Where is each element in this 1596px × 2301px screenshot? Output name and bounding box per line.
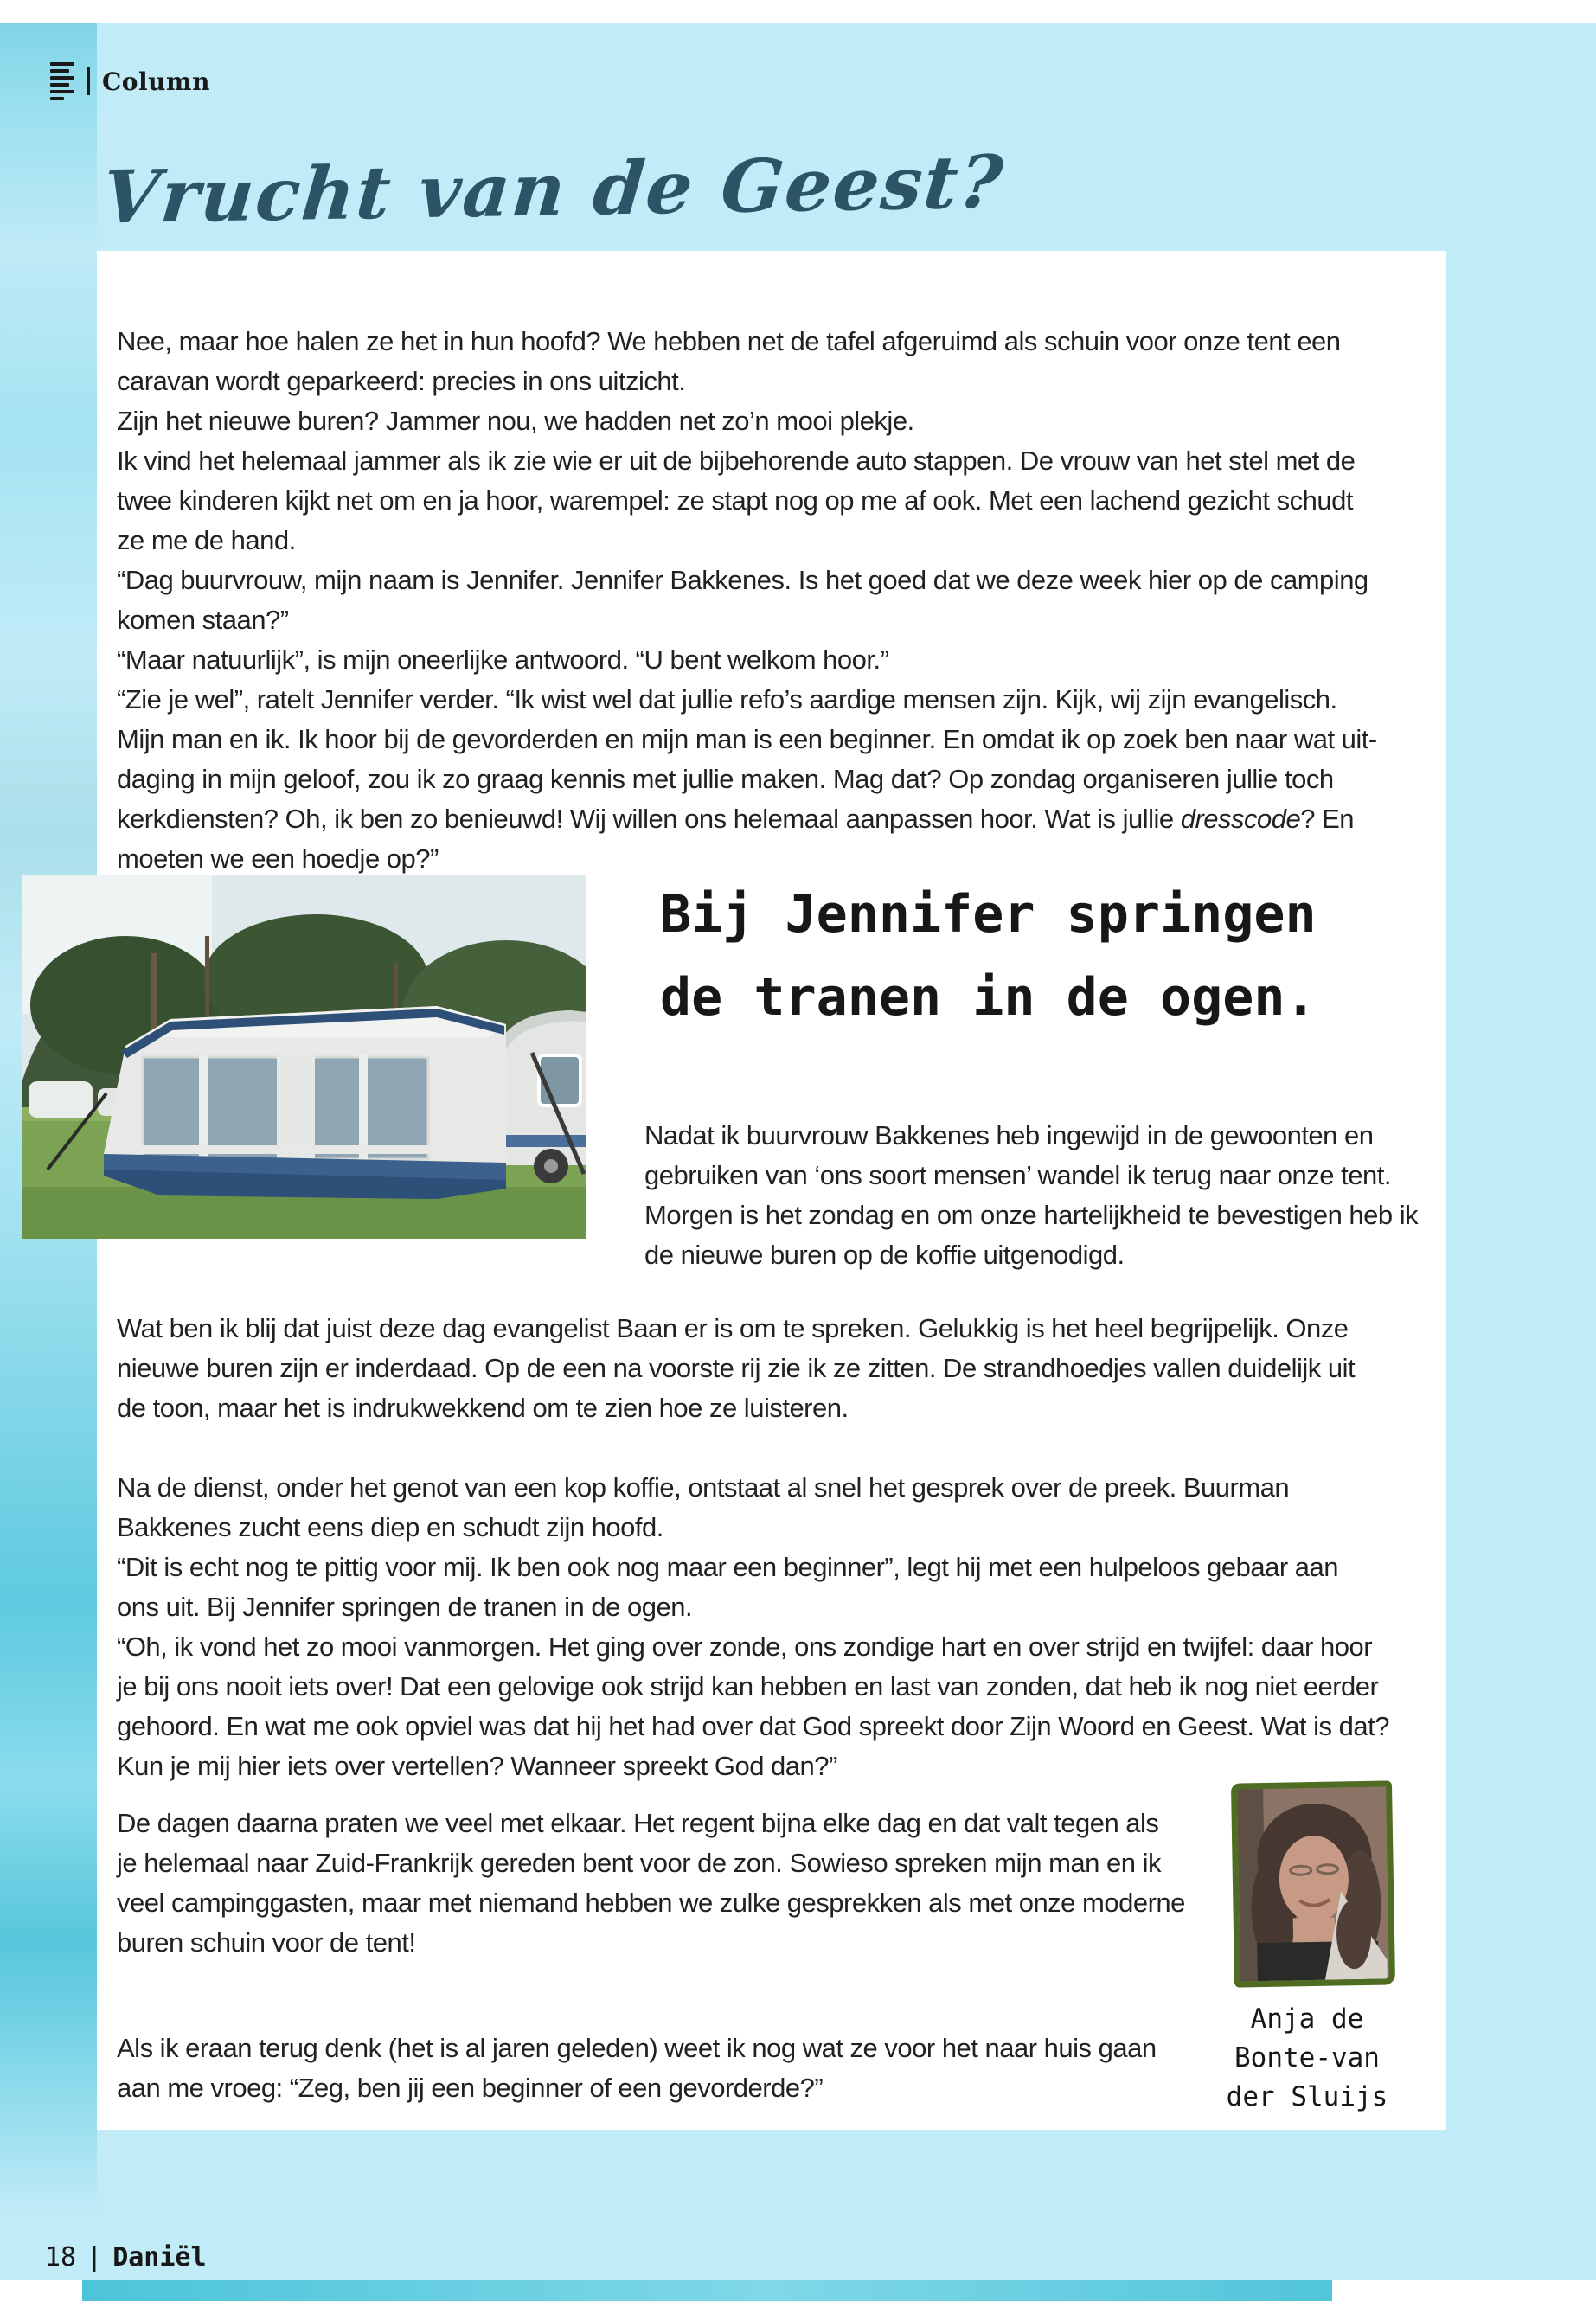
footer-brand: Daniël — [112, 2242, 207, 2272]
paragraph-closing — [117, 2029, 1157, 2108]
text-line: Als ik eraan terug denk (het is al jaren geleden) weet ik nog wat ze voor het naar huis gaan — [117, 2033, 1157, 2063]
text-line: Bakkenes zucht eens diep en schudt zijn hoofd. — [117, 1512, 663, 1542]
text-line: gebruiken van ‘ons soort mensen’ wandel ik terug naar onze tent. — [644, 1160, 1391, 1190]
bottom-accent-band — [82, 2280, 1332, 2301]
header-divider — [87, 67, 90, 95]
text-line: moeten we een hoedje op?” — [117, 843, 439, 874]
article-title: Vrucht van de Geest? — [99, 138, 1008, 240]
paragraph-days-after — [117, 1804, 1185, 1963]
paragraph-coffee — [117, 1468, 1389, 1786]
text-line: Na de dienst, onder het genot van een kop koffie, ontstaat al snel het gesprek over de preek. Buurman — [117, 1472, 1290, 1503]
text-line: nieuwe buren zijn er inderdaad. Op de een na voorste rij zie ik ze zitten. De strandhoedjes vallen duidelijk uit — [117, 1353, 1356, 1383]
text-line: Zijn het nieuwe buren? Jammer nou, we hadden net zo’n mooi plekje. — [117, 406, 914, 436]
author-caption — [1211, 2000, 1403, 2117]
text-line: kerkdiensten? Oh, ik ben zo benieuwd! Wij willen ons helemaal aanpassen hoor. Wat is jullie dresscode? En — [117, 804, 1355, 834]
text-line: Nadat ik buurvrouw Bakkenes heb ingewijd in de gewoonten en — [644, 1120, 1374, 1150]
text-line: “Dag buurvrouw, mijn naam is Jennifer. Jennifer Bakkenes. Is het goed dat we deze week hier op de camping — [117, 565, 1368, 595]
bottom-white-corner — [0, 2288, 82, 2301]
text-line: “Dit is echt nog te pittig voor mij. Ik ben ook nog maar een beginner”, legt hij met een hulpeloos gebaar aan — [117, 1552, 1338, 1582]
text-line: De dagen daarna praten we veel met elkaar. Het regent bijna elke dag en dat valt tegen als — [117, 1808, 1159, 1838]
text-line: daging in mijn geloof, zou ik zo graag kennis met jullie maken. Mag dat? Op zondag organiseren jullie toch — [117, 764, 1334, 794]
photo-far-caravan — [29, 1081, 93, 1118]
text-line: ze me de hand. — [117, 525, 296, 555]
paragraph-aside — [644, 1116, 1418, 1275]
text-line: Kun je mij hier iets over vertellen? Wanneer spreekt God dan?” — [117, 1751, 837, 1781]
paragraph-intro — [117, 322, 1377, 879]
author-photo — [1231, 1780, 1395, 1987]
footer-page-number: 18 — [45, 2242, 77, 2272]
column-text-icon — [50, 62, 74, 100]
section-header — [50, 64, 210, 99]
text-line: “Oh, ik vond het zo mooi vanmorgen. Het ging over zonde, ons zondige hart en over strijd en twijfel: daar hoor — [117, 1631, 1373, 1662]
section-label: Column — [102, 67, 210, 96]
text-line: der Sluijs — [1226, 2081, 1388, 2112]
text-line: Wat ben ik blij dat juist deze dag evangelist Baan er is om te spreken. Gelukkig is het heel begrijpelijk. Onze — [117, 1313, 1349, 1343]
text-line: de nieuwe buren op de koffie uitgenodigd. — [644, 1240, 1125, 1270]
text-line: Anja de — [1250, 2003, 1364, 2035]
author-photo-art — [1237, 1787, 1389, 1982]
caravan-photo-art — [22, 875, 586, 1239]
pull-quote-line-1: Bij Jennifer springen — [644, 884, 1332, 945]
text-line: Morgen is het zondag en om onze hartelijkheid te bevestigen heb ik — [644, 1200, 1419, 1230]
text-line: “Maar natuurlijk”, is mijn oneerlijke antwoord. “U bent welkom hoor.” — [117, 644, 889, 675]
text-line: “Zie je wel”, ratelt Jennifer verder. “Ik wist wel dat jullie refo’s aardige mensen zijn. Kijk, wij zijn evangelisch. — [117, 684, 1337, 715]
text-line: ons uit. Bij Jennifer springen de tranen in de ogen. — [117, 1592, 693, 1622]
page-footer — [45, 2242, 207, 2272]
text-line: Bonte-van — [1234, 2042, 1380, 2073]
text-line: buren schuin voor de tent! — [117, 1927, 416, 1958]
text-line: Nee, maar hoe halen ze het in hun hoofd? We hebben net de tafel afgeruimd als schuin voor onze tent een — [117, 326, 1341, 356]
text-line: twee kinderen kijkt net om en ja hoor, warempel: ze stapt nog op me af ook. Met een lachend gezicht schudt — [117, 485, 1353, 516]
text-line: de toon, maar het is indrukwekkend om te zien hoe ze luisteren. — [117, 1393, 849, 1423]
text-line: Ik vind het helemaal jammer als ik zie wie er uit de bijbehorende auto stappen. De vrouw van het stel met de — [117, 445, 1356, 476]
text-line: caravan wordt geparkeerd: precies in ons uitzicht. — [117, 366, 686, 396]
text-line: je bij ons nooit iets over! Dat een gelovige ook strijd kan hebben en last van zonden, dat heb ik nog niet eerder — [117, 1671, 1379, 1702]
caravan-photo — [22, 875, 586, 1239]
text-line: Mijn man en ik. Ik hoor bij de gevorderden en mijn man is een beginner. En omdat ik op zoek ben naar wat uit- — [117, 724, 1377, 754]
text-line: veel campinggasten, maar met niemand hebben we zulke gesprekken als met onze moderne — [117, 1888, 1185, 1918]
footer-separator: | — [87, 2242, 103, 2272]
pull-quote-line-2: de tranen in de ogen. — [644, 967, 1332, 1028]
text-line: gehoord. En wat me ook opviel was dat hij het had over dat God spreekt door Zijn Woord en Geest. Wat is dat? — [117, 1711, 1389, 1741]
paragraph-church — [117, 1309, 1355, 1428]
text-line: aan me vroeg: “Zeg, ben jij een beginner of een gevorderde?” — [117, 2073, 824, 2103]
text-line: je helemaal naar Zuid-Frankrijk gereden bent voor de zon. Sowieso spreken mijn man en ik — [117, 1848, 1161, 1878]
text-line: komen staan?” — [117, 605, 289, 635]
